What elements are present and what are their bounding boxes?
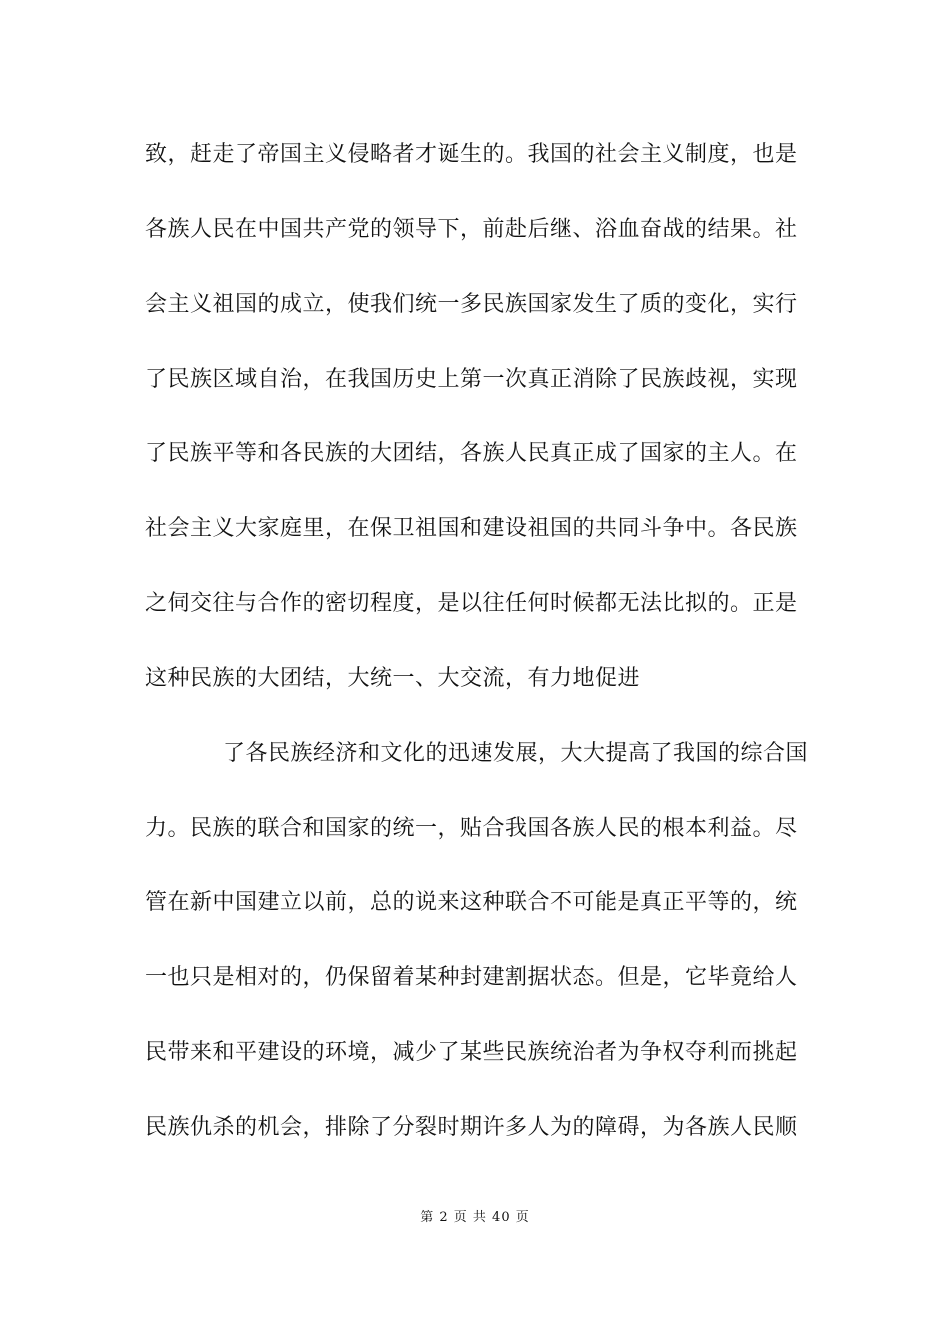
text-line: 社会主义大家庭里，在保卫祖国和建设祖国的共同斗争中。各民族 <box>145 516 798 541</box>
text-line: 力。民族的联合和国家的统一，贴合我国各族人民的根本利益。尽 <box>145 816 798 841</box>
text-line: 民族仇杀的机会，排除了分裂时期许多人为的障碍，为各族人民顺 <box>145 1115 798 1140</box>
text-line: 一也只是相对的，仍保留着某种封建割据状态。但是，它毕竟给人 <box>145 965 798 990</box>
text-line: 会主义祖国的成立，使我们统一多民族国家发生了质的变化，实行 <box>145 292 798 317</box>
text-line: 了民族区域自治，在我国历史上第一次真正消除了民族歧视，实现 <box>145 367 798 392</box>
text-line: 管在新中国建立以前，总的说来这种联合不可能是真正平等的，统 <box>145 890 798 915</box>
text-line: 民带来和平建设的环境，减少了某些民族统治者为争权夺利而挑起 <box>145 1040 798 1065</box>
text-line: 这种民族的大团结，大统一、大交流，有力地促进 <box>145 666 641 691</box>
text-line: 之伺交往与合作的密切程度，是以往任何时候都无法比拟的。正是 <box>145 591 798 616</box>
text-line: 各族人民在中国共产党的领导下，前赴后继、浴血奋战的结果。社 <box>145 217 798 242</box>
text-line: 了民族平等和各民族的大团结，各族人民真正成了国家的主人。在 <box>145 441 798 466</box>
page-number-footer: 第 2 页 共 40 页 <box>420 1210 530 1225</box>
text-line: 致，赶走了帝国主义侵略者才诞生的。我国的社会主义制度，也是 <box>145 142 798 167</box>
paragraph-first-line: 了各民族经济和文化的迅速发展，大大提高了我国的综合国 <box>223 741 809 766</box>
